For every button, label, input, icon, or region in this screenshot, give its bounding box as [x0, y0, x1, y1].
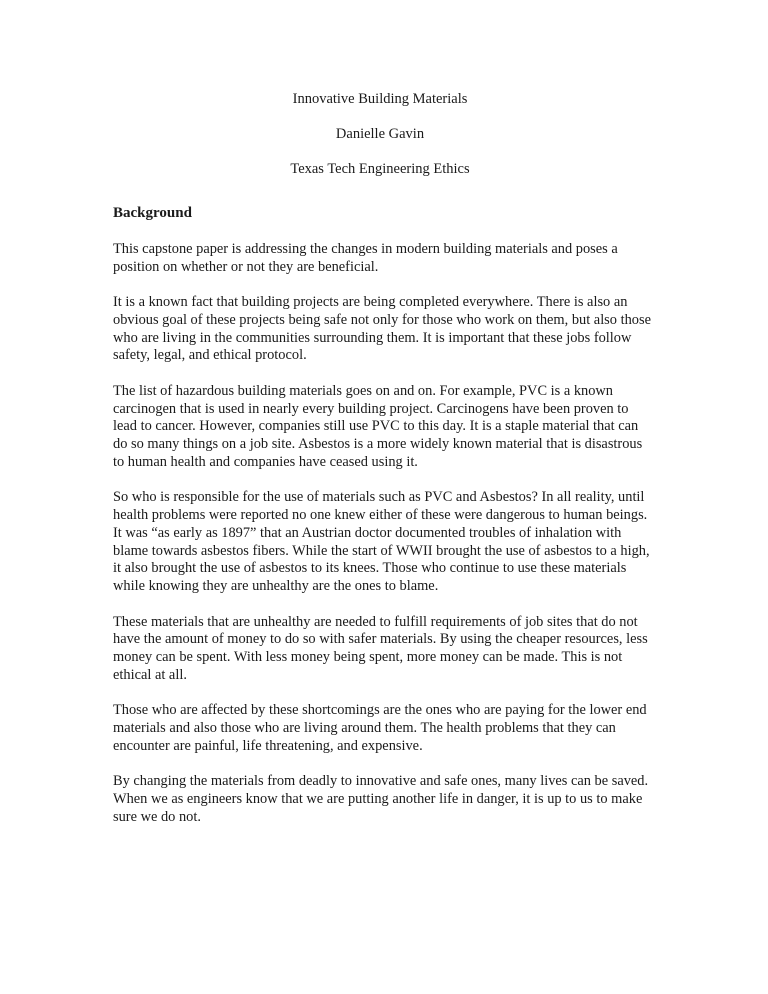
- paragraph-affected: Those who are affected by these shortcomings are the ones who are paying for the lower end materials and also those who are living around them. The health problems that they can encounter are painful, life threatening, and expensive.: [113, 702, 647, 754]
- author-name: Danielle Gavin: [335, 126, 425, 142]
- paragraph-known-fact: It is a known fact that building projects are being completed everywhere. There is also an obvious goal of these projects being safe not only for those who work on them, but also those who are living in the communities surrounding them. It is important that these jobs follow safety, legal, and ethical protocol.: [113, 294, 651, 364]
- paragraph-hazardous-materials: The list of hazardous building materials goes on and on. For example, PVC is a known carcinogen that is used in nearly every building project. Carcinogens have been proven to lead to cancer. However, companies still use PVC to this day. It is a staple material that can do so many things on a job site. Asbestos is a more widely known material that is disastrous to human health and companies have ceased using it.: [113, 382, 643, 470]
- title-block: [107, 90, 653, 178]
- section-heading: Background: [113, 205, 192, 221]
- document-title: Innovative Building Materials: [292, 91, 468, 107]
- paragraph-conclusion: By changing the materials from deadly to innovative and safe ones, many lives can be saved. When we as engineers know that we are putting another life in danger, it is up to us to make sure we do not.: [113, 773, 649, 825]
- paragraph-responsibility: So who is responsible for the use of materials such as PVC and Asbestos? In all reality, until health problems were reported no one knew either of these were dangerous to human beings. It was “as early as 1897” that an Austrian doctor documented troubles of inhalation with blame towards asbestos fibers. While the start of WWII brought the use of asbestos to a high, it also brought the use of asbestos to its knees. Those who continue to use these materials while knowing they are unhealthy are the ones to blame.: [113, 489, 650, 595]
- affiliation: Texas Tech Engineering Ethics: [290, 161, 470, 177]
- paragraph-intro: This capstone paper is addressing the changes in modern building materials and poses a position on whether or not they are beneficial.: [113, 241, 618, 275]
- paragraph-cost: These materials that are unhealthy are needed to fulfill requirements of job sites that do not have the amount of money to do so with safer materials. By using the cheaper resources, less money can be spent. With less money being spent, more money can be made. This is not ethical at all.: [113, 613, 648, 683]
- document-page: [113, 90, 653, 844]
